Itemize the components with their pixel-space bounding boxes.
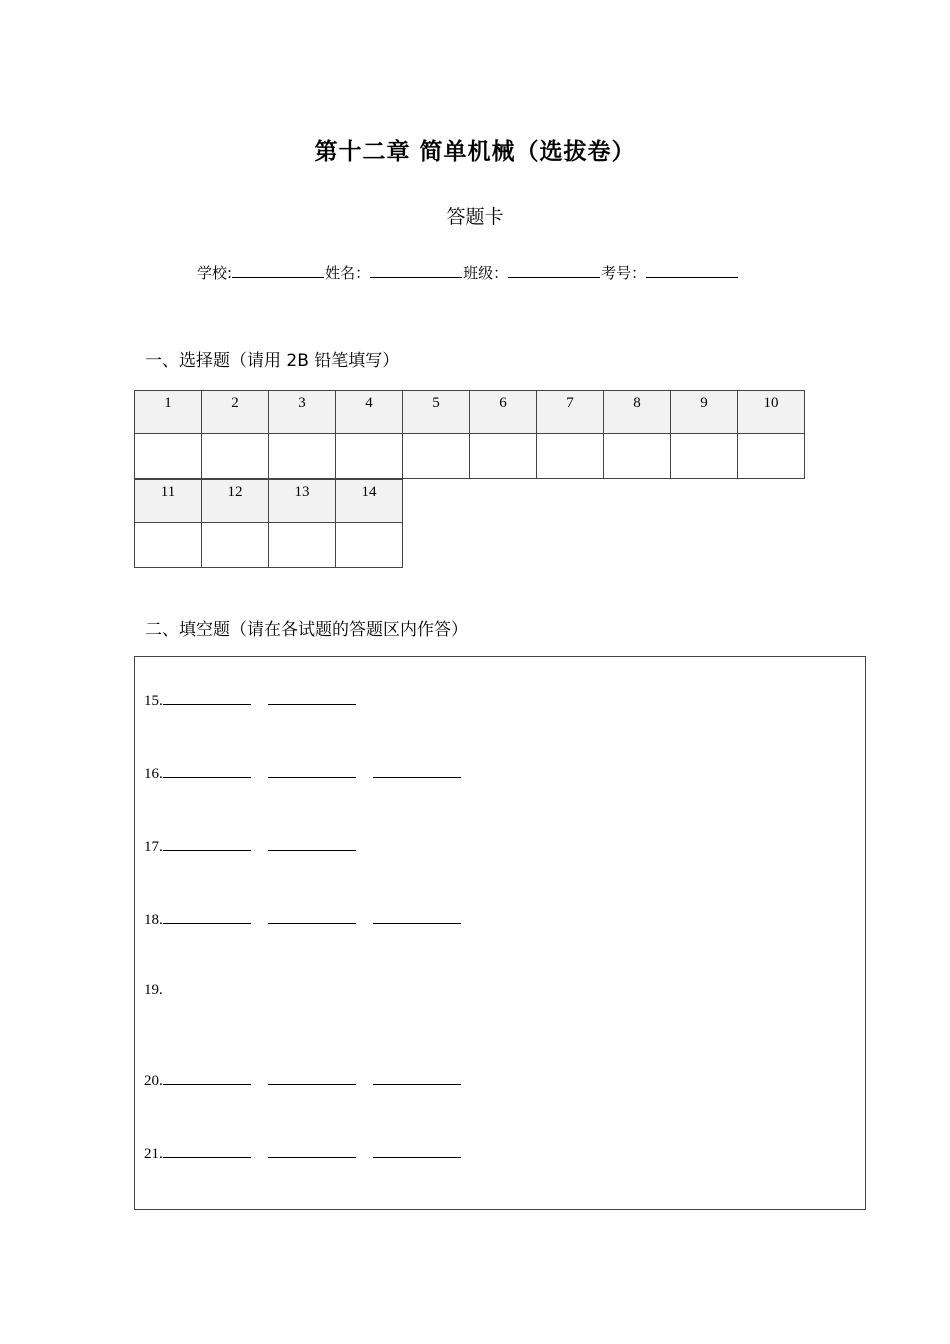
answer-blank[interactable] (163, 1143, 251, 1158)
name-label: 姓名： (325, 264, 371, 282)
question-number-cell: 8 (604, 391, 671, 434)
exam-number-label: 考号： (601, 264, 647, 282)
answer-blank[interactable] (268, 836, 356, 851)
answer-cell[interactable] (403, 434, 470, 479)
question-15 (144, 690, 356, 710)
question-number-cell: 12 (202, 480, 269, 523)
school-field[interactable] (232, 261, 324, 278)
page-subtitle: 答题卡 (446, 206, 504, 228)
answer-cell[interactable] (135, 523, 202, 568)
answer-cell[interactable] (671, 434, 738, 479)
question-16 (144, 763, 461, 783)
page-title: 第十二章 简单机械（选拔卷） (314, 139, 636, 165)
answer-blank[interactable] (163, 763, 251, 778)
answer-blank[interactable] (268, 1143, 356, 1158)
answer-blank[interactable] (373, 763, 461, 778)
question-number-cell: 4 (336, 391, 403, 434)
answer-blank[interactable] (268, 909, 356, 924)
answer-blank[interactable] (373, 1143, 461, 1158)
question-number-cell: 11 (135, 480, 202, 523)
question-19 (144, 982, 163, 999)
question-label: 21. (144, 1146, 163, 1162)
answer-blank[interactable] (163, 690, 251, 705)
answer-cell[interactable] (470, 434, 537, 479)
name-field[interactable] (370, 261, 462, 278)
answer-cell[interactable] (269, 434, 336, 479)
question-number-cell: 3 (269, 391, 336, 434)
question-17 (144, 836, 356, 856)
answer-cell[interactable] (202, 523, 269, 568)
answer-cell[interactable] (738, 434, 805, 479)
answer-cell[interactable] (269, 523, 336, 568)
answer-cell[interactable] (135, 434, 202, 479)
student-info-line (197, 261, 739, 283)
question-number-cell: 10 (738, 391, 805, 434)
answer-blank[interactable] (373, 1070, 461, 1085)
multiple-choice-heading: 一、选择题（请用 2B 铅笔填写） (145, 351, 400, 371)
question-21 (144, 1143, 461, 1163)
answer-blank[interactable] (268, 1070, 356, 1085)
question-number-cell: 9 (671, 391, 738, 434)
question-number-cell: 1 (135, 391, 202, 434)
question-number-cell: 13 (269, 480, 336, 523)
question-number-cell: 5 (403, 391, 470, 434)
class-label: 班级： (463, 264, 509, 282)
answer-cell[interactable] (202, 434, 269, 479)
answer-cell[interactable] (336, 434, 403, 479)
school-label: 学校: (197, 264, 233, 282)
question-number-cell: 2 (202, 391, 269, 434)
answer-cell[interactable] (336, 523, 403, 568)
answer-grid-row-2 (134, 479, 403, 568)
answer-cell[interactable] (537, 434, 604, 479)
exam-number-field[interactable] (646, 261, 738, 278)
answer-blank[interactable] (163, 836, 251, 851)
question-number-cell: 6 (470, 391, 537, 434)
question-label: 17. (144, 839, 163, 855)
fill-in-answer-box (134, 656, 866, 1210)
question-number-cell: 7 (537, 391, 604, 434)
question-18 (144, 909, 461, 929)
answer-blank[interactable] (268, 690, 356, 705)
answer-blank[interactable] (163, 909, 251, 924)
answer-blank[interactable] (163, 1070, 251, 1085)
answer-blank[interactable] (373, 909, 461, 924)
question-label: 18. (144, 912, 163, 928)
question-20 (144, 1070, 461, 1090)
question-label: 20. (144, 1073, 163, 1089)
question-label: 19. (144, 982, 163, 998)
class-field[interactable] (508, 261, 600, 278)
question-label: 16. (144, 766, 163, 782)
answer-blank[interactable] (268, 763, 356, 778)
answer-cell[interactable] (604, 434, 671, 479)
question-number-cell: 14 (336, 480, 403, 523)
fill-in-blank-heading: 二、填空题（请在各试题的答题区内作答） (145, 620, 468, 640)
answer-grid-row-1 (134, 390, 805, 479)
question-label: 15. (144, 693, 163, 709)
